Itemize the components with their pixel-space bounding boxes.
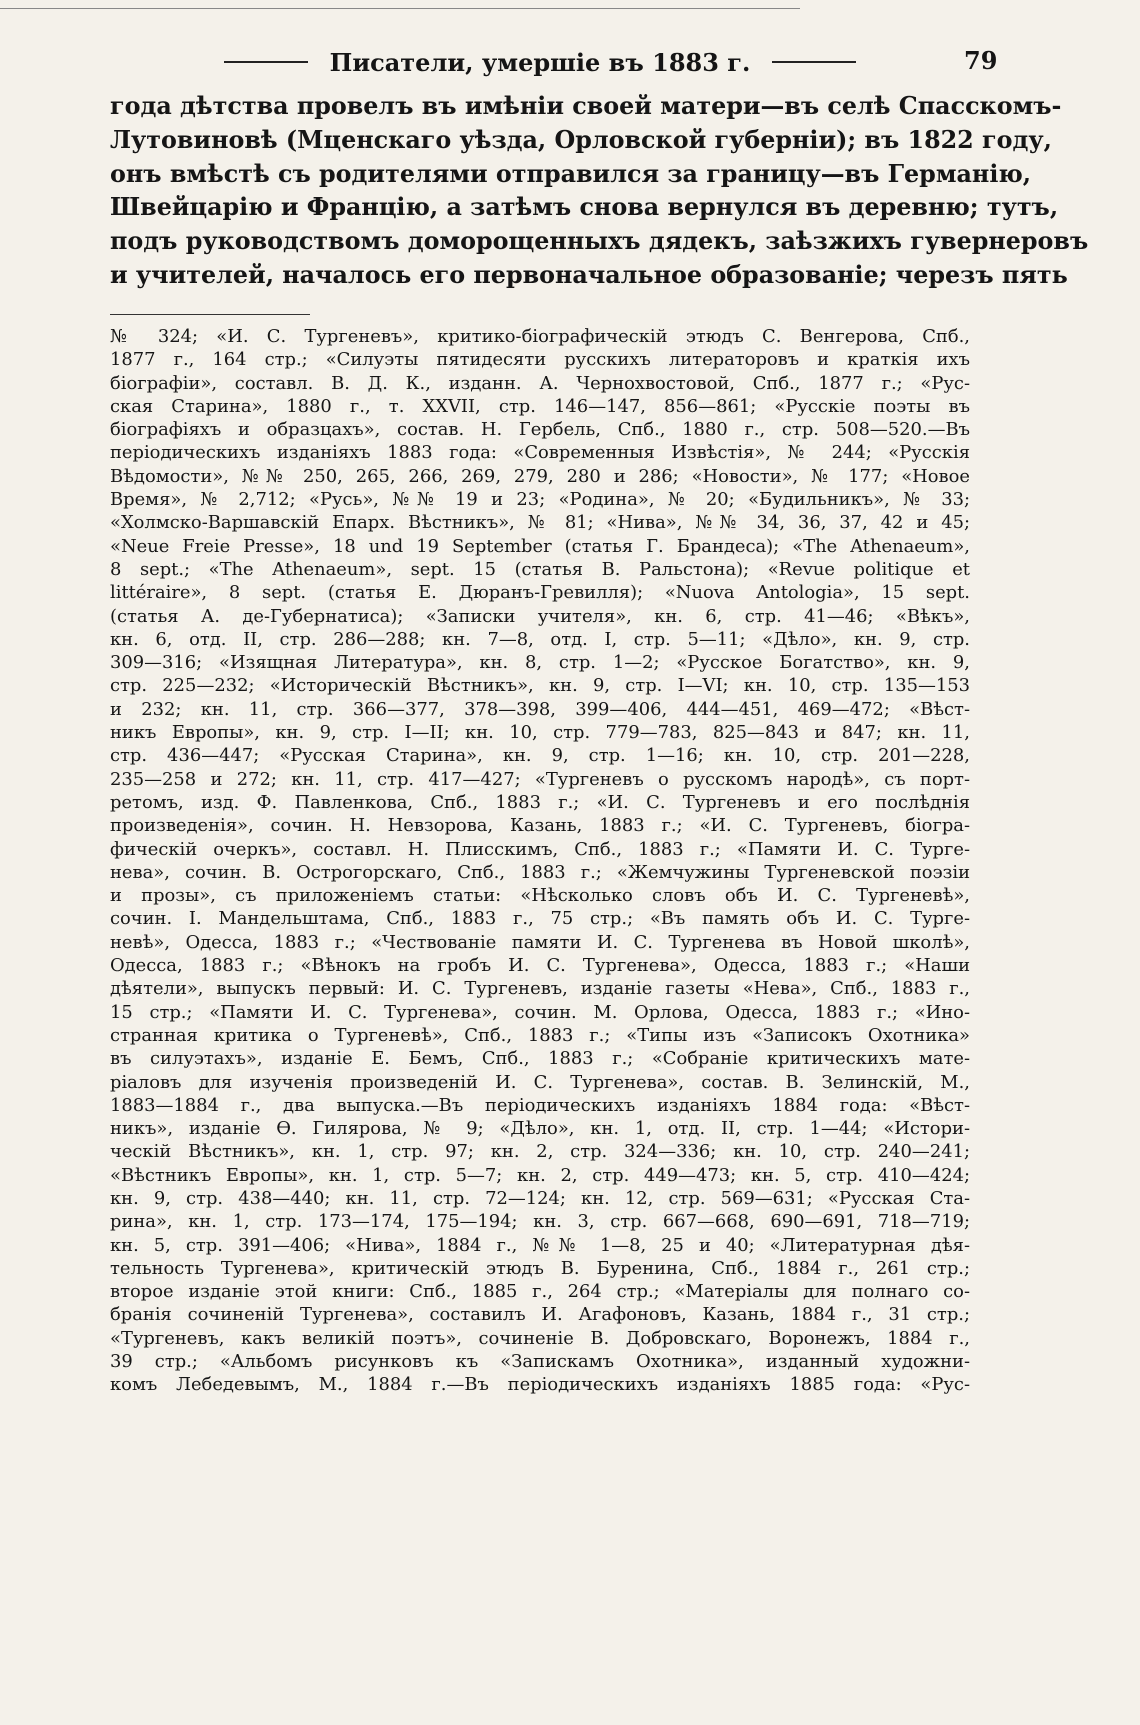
footnote-line: кн. 6, отд. II, стр. 286—288; кн. 7—8, отд. I, стр. 5—11; «Дѣло», кн. 9, стр. [110,628,970,650]
footnote-line: № 324; «И. С. Тургеневъ», критико-біографическій этюдъ С. Венгерова, Спб., [110,326,970,347]
footnote-line: стр. 225—232; «Историческій Вѣстникъ», кн. 9, стр. I—VI; кн. 10, стр. 135—153 [110,675,970,697]
footnote-line: комъ Лебедевымъ, М., 1884 г.—Въ періодическихъ изданіяхъ 1885 года: «Рус- [110,1374,970,1396]
footnote-line: нева», сочин. В. Острогорскаго, Спб., 1883 г.; «Жемчужины Тургеневской поэзіи [110,861,970,883]
footnote-line: «Тургеневъ, какъ великій поэтъ», сочиненіе В. Добровскаго, Воронежъ, 1884 г., [110,1327,970,1349]
footnote-line: рина», кн. 1, стр. 173—174, 175—194; кн. 3, стр. 667—668, 690—691, 718—719; [110,1211,970,1233]
footnote-line: и прозы», съ приложеніемъ статьи: «Нѣсколько словъ объ И. С. Тургеневѣ», [110,885,970,907]
footnote-line: 309—316; «Изящная Литература», кн. 8, стр. 1—2; «Русское Богатство», кн. 9, [110,652,970,674]
footnote-line: ческій Вѣстникъ», кн. 1, стр. 97; кн. 2, стр. 324—336; кн. 10, стр. 240—241; [110,1141,970,1163]
footnote-line: тельность Тургенева», критическій этюдъ В. Буренина, Спб., 1884 г., 261 стр.; [110,1257,970,1279]
footnote-separator [110,314,310,315]
footnote-line: 39 стр.; «Альбомъ рисунковъ къ «Запискамъ Охотника», изданный художни- [110,1351,970,1373]
footnote-line: біографіяхъ и образцахъ», состав. Н. Гербель, Спб., 1880 г., стр. 508—520.—Въ [110,419,970,441]
footnote-line: періодическихъ изданіяхъ 1883 года: «Современныя Извѣстія», № 244; «Русскія [110,442,970,464]
main-text-line: и учителей, началось его первоначальное образованіе; черезъ пять [110,260,1068,289]
page-number: 79 [964,46,998,75]
footnote-line: сочин. I. Мандельштама, Спб., 1883 г., 75 стр.; «Въ память объ И. С. Турге- [110,908,970,930]
footnote-line: и 232; кн. 11, стр. 366—377, 378—398, 399—406, 444—451, 469—472; «Вѣст- [110,698,970,720]
header-dash-left [224,61,308,63]
footnote-line: 8 sept.; «The Athenaeum», sept. 15 (статья В. Ральстона); «Revue politique et [110,558,970,580]
footnote-line: второе изданіе этой книги: Спб., 1885 г., 264 стр.; «Матеріалы для полнаго со- [110,1281,970,1303]
footnote-line: произведенія», сочин. Н. Невзорова, Казань, 1883 г.; «И. С. Тургеневъ, біогра- [110,815,970,837]
footnote-line: ретомъ, изд. Ф. Павленкова, Спб., 1883 г.; «И. С. Тургеневъ и его послѣднія [110,791,970,813]
footnote-line: странная критика о Тургеневѣ», Спб., 1883 г.; «Типы изъ «Записокъ Охотника» [110,1024,970,1046]
footnote-line: 15 стр.; «Памяти И. С. Тургенева», сочин. М. Орлова, Одесса, 1883 г.; «Ино- [110,1001,970,1023]
main-text [110,90,1089,293]
footnote-line: (статья А. де-Губернатиса); «Записки учителя», кн. 6, стр. 41—46; «Вѣкъ», [110,605,970,627]
footnote-line: кн. 9, стр. 438—440; кн. 11, стр. 72—124; кн. 12, стр. 569—631; «Русская Ста- [110,1187,970,1209]
top-edge-line [0,8,800,9]
footnote-line: въ силуэтахъ», изданіе Е. Бемъ, Спб., 1883 г.; «Собраніе критическихъ мате- [110,1048,970,1070]
footnote-line: «Neue Freie Presse», 18 und 19 September (статья Г. Брандеса); «The Athenaeum», [110,535,970,557]
running-title: Писатели, умершіе въ 1883 г. [329,47,751,77]
footnote-line: 1877 г., 164 стр.; «Силуэты пятидесяти русскихъ литераторовъ и краткія ихъ [110,349,970,371]
footnote-line: дѣятели», выпускъ первый: И. С. Тургеневъ, изданіе газеты «Нева», Спб., 1883 г., [110,978,970,1000]
footnote-line: 235—258 и 272; кн. 11, стр. 417—427; «Тургеневъ о русскомъ народѣ», съ порт- [110,768,970,790]
footnote-line: бранія сочиненій Тургенева», составилъ И. Агафоновъ, Казань, 1884 г., 31 стр.; [110,1304,970,1326]
running-header [110,42,970,82]
footnote-line: ріаловъ для изученія произведеній И. С. Тургенева», состав. В. Зелинскій, М., [110,1071,970,1093]
footnote-line: Вѣдомости», №№ 250, 265, 266, 269, 279, 280 и 286; «Новости», № 177; «Новое [110,465,970,487]
footnote-line: littéraire», 8 sept. (статья Е. Дюранъ-Гревилля); «Nuova Antologia», 15 sept. [110,582,970,604]
footnote-text [110,325,970,1397]
main-text-line: Лутовиновѣ (Мценскаго уѣзда, Орловской губерніи); въ 1822 году, [110,125,1052,154]
footnote-line: стр. 436—447; «Русская Старина», кн. 9, стр. 1—16; кн. 10, стр. 201—228, [110,745,970,767]
footnote-line: невѣ», Одесса, 1883 г.; «Чествованіе памяти И. С. Тургенева въ Новой школѣ», [110,931,970,953]
footnote-line: кн. 5, стр. 391—406; «Нива», 1884 г., №№ 1—8, 25 и 40; «Литературная дѣя- [110,1234,970,1256]
footnote-line: біографіи», составл. В. Д. К., изданн. А. Чернохвостовой, Спб., 1877 г.; «Рус- [110,372,970,394]
footnote-line: 1883—1884 г., два выпуска.—Въ періодическихъ изданіяхъ 1884 года: «Вѣст- [110,1094,970,1116]
main-text-line: года дѣтства провелъ въ имѣніи своей матери—въ селѣ Спасскомъ- [110,92,1062,120]
footnote-line: никъ», изданіе Ѳ. Гилярова, № 9; «Дѣло», кн. 1, отд. II, стр. 1—44; «Истори- [110,1118,970,1140]
footnote-line: никъ Европы», кн. 9, стр. I—II; кн. 10, стр. 779—783, 825—843 и 847; кн. 11, [110,722,970,744]
footnote-line: Время», № 2,712; «Русь», №№ 19 и 23; «Родина», № 20; «Будильникъ», № 33; [110,489,970,511]
footnote-line: «Холмско-Варшавскій Епарх. Вѣстникъ», № 81; «Нива», №№ 34, 36, 37, 42 и 45; [110,512,970,534]
footnote-line: «Вѣстникъ Европы», кн. 1, стр. 5—7; кн. 2, стр. 449—473; кн. 5, стр. 410—424; [110,1164,970,1186]
main-text-line: онъ вмѣстѣ съ родителями отправился за границу—въ Германію, [110,159,1032,188]
footnote-line: ская Старина», 1880 г., т. XXVII, стр. 146—147, 856—861; «Русскіе поэты въ [110,395,970,417]
footnote-line: Одесса, 1883 г.; «Вѣнокъ на гробъ И. С. Тургенева», Одесса, 1883 г.; «Наши [110,955,970,977]
main-text-line: подъ руководствомъ доморощенныхъ дядекъ, заѣзжихъ гувернеровъ [110,227,1089,256]
header-dash-right [772,61,856,63]
main-text-line: Швейцарію и Францію, а затѣмъ снова вернулся въ деревню; тутъ, [110,193,1059,222]
footnote-line: фическій очеркъ», составл. Н. Плисскимъ, Спб., 1883 г.; «Памяти И. С. Турге- [110,838,970,860]
